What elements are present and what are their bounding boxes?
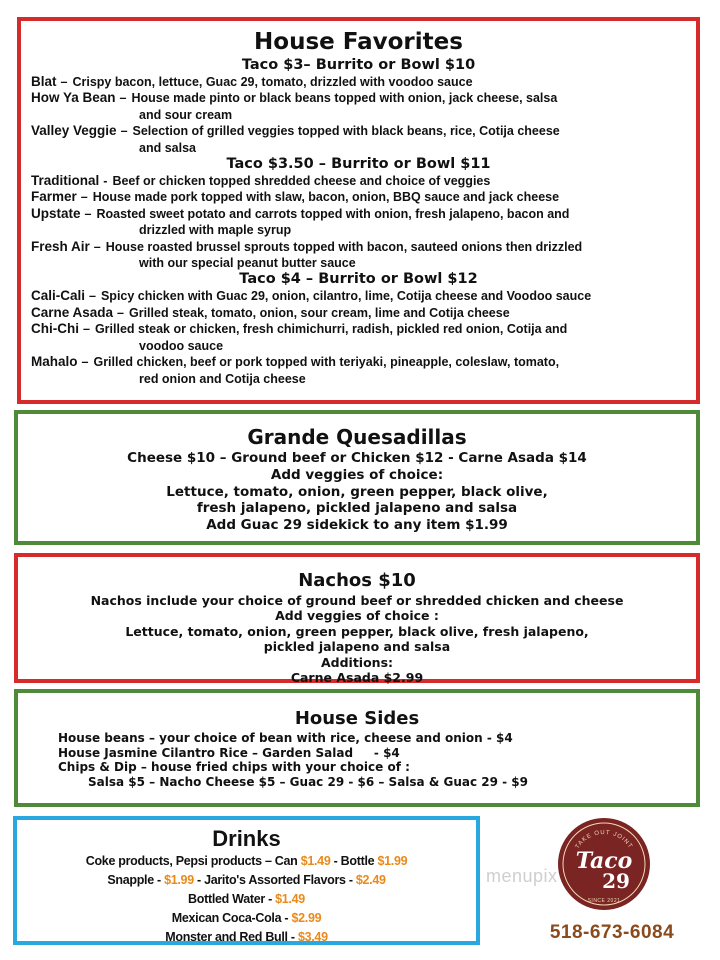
- logo-number: 29: [602, 869, 630, 893]
- item-sep: –: [84, 206, 92, 221]
- item-sep: –: [83, 322, 90, 337]
- item-sep: –: [120, 124, 128, 139]
- item-name: Farmer: [31, 189, 77, 205]
- logo-name: Taco: [575, 848, 633, 874]
- item-name: Traditional: [31, 173, 100, 189]
- drink-text: - Jarito's Assorted Flavors -: [193, 873, 356, 887]
- drinks-section: [13, 816, 480, 945]
- menupix-watermark: menupix: [486, 866, 558, 886]
- item-sep: -: [103, 174, 108, 189]
- quesadillas-title: Grande Quesadillas: [247, 425, 467, 449]
- drink-text: Monster and Red Bull -: [165, 930, 298, 944]
- item-desc-cont: drizzled with maple syrup: [139, 223, 292, 238]
- side-line: Chips & Dip – house fried chips with your choice of :: [58, 760, 410, 775]
- house-favorites-section: [17, 17, 700, 404]
- side-line: House Jasmine Cilantro Rice – Garden Salad - $4: [58, 745, 400, 760]
- phone-number[interactable]: 518-673-6084: [549, 922, 675, 943]
- menu-item-blat: [31, 74, 686, 90]
- item-sep: –: [80, 190, 88, 205]
- quesadillas-section: [14, 410, 700, 545]
- drink-line: [17, 909, 476, 928]
- item-name: Mahalo: [31, 354, 78, 370]
- item-name: Valley Veggie: [31, 123, 117, 139]
- item-desc: House made pinto or black beans topped with onion, jack cheese, salsa: [131, 91, 558, 106]
- menu-item-carne-asada: [31, 305, 686, 321]
- item-desc: House made pork topped with slaw, bacon, onion, BBQ sauce and jack cheese: [92, 190, 560, 205]
- tier-header: Taco $3– Burrito or Bowl $10: [241, 57, 476, 73]
- menu-item-valley-veggie: [31, 123, 686, 139]
- drink-text: Bottled Water -: [188, 892, 276, 906]
- drink-line: [17, 871, 476, 890]
- drinks-list: [17, 852, 476, 947]
- item-name: Carne Asada: [31, 304, 114, 320]
- item-sep: –: [93, 239, 101, 254]
- menu-item-cali-cali: [31, 288, 686, 304]
- item-desc: Grilled chicken, beef or pork topped with teriyaki, pineapple, coleslaw, tomato,: [93, 355, 560, 370]
- detail-line: Add veggies of choice :: [275, 608, 439, 624]
- logo-since: SINCE 2021: [587, 898, 621, 904]
- drink-line: [17, 890, 476, 909]
- menu-item-mahalo: [31, 354, 686, 370]
- item-desc-cont: voodoo sauce: [139, 338, 224, 353]
- logo-top-text: TAKE OUT JOINT: [574, 829, 634, 851]
- taco29-logo: [556, 816, 652, 912]
- tier-3: [31, 271, 686, 386]
- nachos-section: [14, 553, 700, 686]
- detail-line: Cheese $10 – Ground beef or Chicken $12 - Carne Asada $14: [127, 450, 587, 466]
- detail-line: fresh jalapeno, pickled jalapeno and salsa: [196, 500, 518, 517]
- detail-line: Lettuce, tomato, onion, green pepper, black olive, fresh jalapeno,: [125, 623, 589, 639]
- drink-text: - Bottle: [330, 854, 378, 868]
- side-line-chips-options: Salsa $5 – Nacho Cheese $5 – Guac 29 - $6 – Salsa & Guac 29 - $9: [88, 774, 528, 789]
- item-sep: –: [89, 289, 96, 304]
- drink-price: $2.99: [291, 911, 322, 925]
- menu-item-farmer: [31, 189, 686, 205]
- item-desc: Beef or chicken topped shredded cheese and choice of veggies: [112, 174, 491, 189]
- drink-price: $1.99: [164, 873, 194, 887]
- drinks-title: Drinks: [212, 826, 281, 851]
- house-sides-title: House Sides: [294, 708, 420, 729]
- item-desc: House roasted brussel sprouts topped with bacon, sauteed onions then drizzled: [105, 239, 583, 254]
- item-name: Chi-Chi: [31, 321, 79, 337]
- detail-line: pickled jalapeno and salsa: [263, 639, 451, 655]
- drink-price: $2.49: [355, 873, 386, 887]
- house-favorites-title: House Favorites: [254, 29, 463, 55]
- menu-item-upstate: [31, 206, 686, 222]
- item-desc: Grilled steak, tomato, onion, sour cream, lime and Cotija cheese: [129, 305, 510, 320]
- quesadillas-details: [18, 450, 696, 534]
- drink-text: Mexican Coca-Cola -: [171, 911, 292, 925]
- item-sep: –: [119, 91, 127, 106]
- detail-line: Add veggies of choice:: [270, 466, 444, 483]
- item-sep: –: [117, 305, 124, 320]
- drink-price: $1.49: [300, 854, 331, 868]
- item-name: Cali-Cali: [31, 288, 86, 304]
- menu-item-fresh-air: [31, 239, 686, 255]
- drink-text: Coke products, Pepsi products – Can: [85, 854, 301, 868]
- nachos-details: [18, 593, 696, 685]
- nachos-title: Nachos $10: [298, 570, 416, 591]
- menu-item-traditional: [31, 173, 686, 189]
- item-name: Fresh Air: [31, 238, 90, 254]
- menu-item-chi-chi: [31, 321, 686, 337]
- item-desc: Grilled steak or chicken, fresh chimichurri, radish, pickled red onion, Cotija and: [94, 322, 568, 337]
- house-sides-section: [14, 689, 700, 807]
- drink-price: $3.49: [297, 930, 328, 944]
- item-desc: Crispy bacon, lettuce, Guac 29, tomato, drizzled with voodoo sauce: [72, 75, 473, 89]
- tier-2: [31, 156, 686, 271]
- side-line: House beans – your choice of bean with rice, cheese and onion - $4: [58, 731, 513, 745]
- drink-line: [17, 852, 476, 871]
- item-name: Blat: [31, 74, 57, 89]
- item-name: How Ya Bean: [31, 90, 116, 106]
- tier-header: Taco $3.50 – Burrito or Bowl $11: [226, 156, 491, 173]
- item-desc-cont: and salsa: [139, 140, 196, 155]
- item-desc: Selection of grilled veggies topped with black beans, rice, Cotija cheese: [132, 124, 560, 139]
- drink-line: [17, 928, 476, 947]
- item-desc-cont: red onion and Cotija cheese: [139, 371, 306, 386]
- detail-line: Add Guac 29 sidekick to any item $1.99: [206, 517, 508, 534]
- menu-item-how-ya-bean: [31, 90, 686, 106]
- item-sep: –: [81, 355, 89, 370]
- tier-header: Taco $4 – Burrito or Bowl $12: [239, 271, 478, 288]
- drink-price: $1.49: [275, 892, 305, 906]
- detail-line: Carne Asada $2.99: [290, 670, 424, 686]
- tier-1: [31, 57, 686, 156]
- item-desc-cont: with our special peanut butter sauce: [139, 256, 356, 271]
- detail-line: Lettuce, tomato, onion, green pepper, black olive,: [166, 483, 548, 500]
- detail-line: Additions:: [320, 654, 394, 670]
- item-sep: –: [60, 75, 68, 89]
- item-desc: Roasted sweet potato and carrots topped with onion, fresh jalapeno, bacon and: [96, 206, 570, 221]
- detail-line: Nachos include your choice of ground beef or shredded chicken and cheese: [90, 593, 624, 608]
- item-desc-cont: and sour cream: [139, 107, 233, 122]
- drink-price: $1.99: [377, 854, 408, 868]
- item-name: Upstate: [31, 205, 81, 221]
- drink-text: Snapple -: [107, 873, 165, 887]
- item-desc: Spicy chicken with Guac 29, onion, cilantro, lime, Cotija cheese and Voodoo sauce: [100, 289, 592, 304]
